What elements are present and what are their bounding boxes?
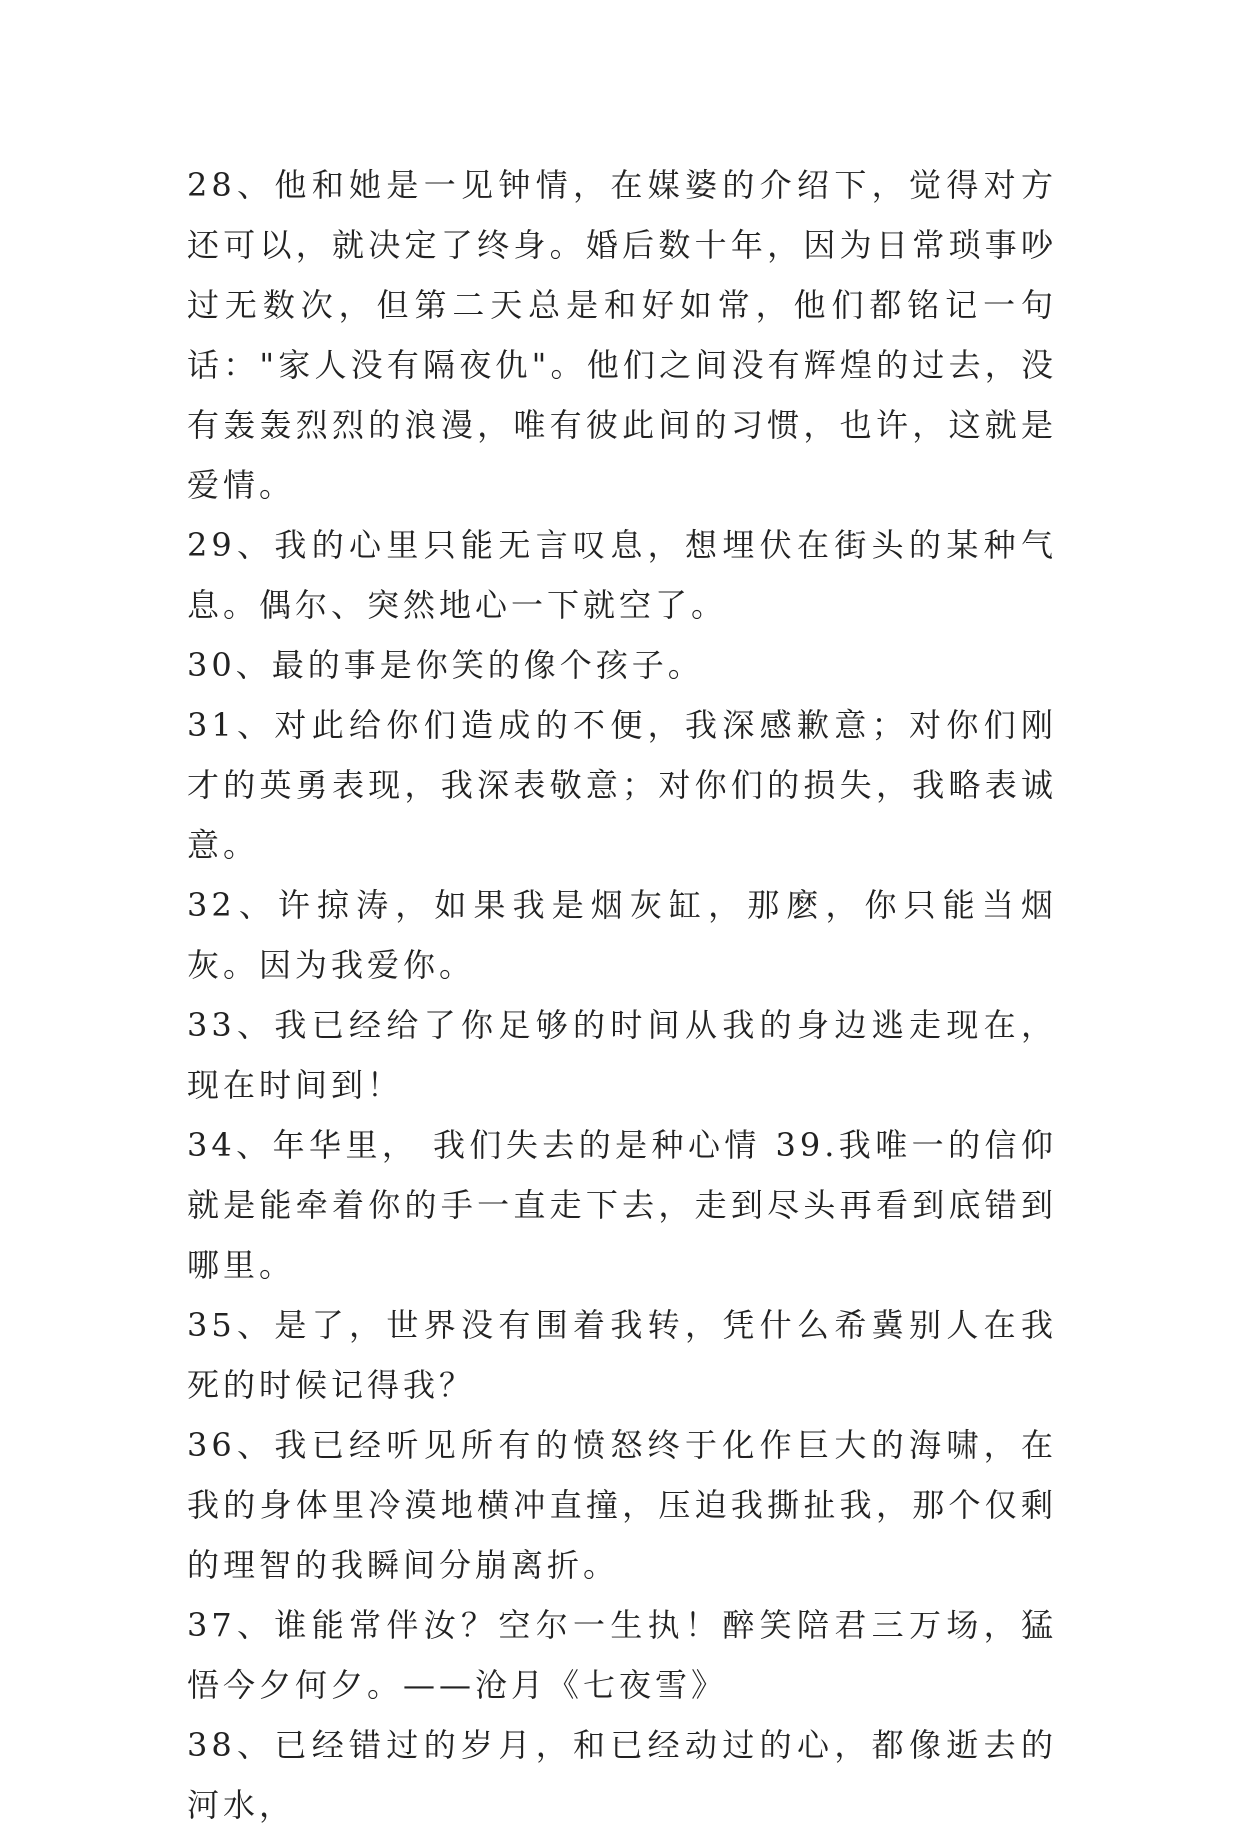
paragraph-38: 38、已经错过的岁月，和已经动过的心，都像逝去的河水， — [187, 1726, 1057, 1824]
paragraph-36: 36、我已经听见所有的愤怒终于化作巨大的海啸，在我的身体里冷漠地横冲直撞，压迫我撕扯我，那个仅剩的理智的我瞬间分崩离折。 — [187, 1426, 1057, 1584]
paragraph-30: 30、最的事是你笑的像个孩子。 — [187, 646, 704, 684]
paragraph-37: 37、谁能常伴汝？空尔一生执！醉笑陪君三万场，猛悟今夕何夕。——沧月《七夜雪》 — [187, 1606, 1057, 1704]
paragraph-33: 33、我已经给了你足够的时间从我的身边逃走现在，现在时间到！ — [187, 1006, 1057, 1104]
paragraph-31: 31、对此给你们造成的不便，我深感歉意；对你们刚才的英勇表现，我深表敬意；对你们的损失，我略表诚意。 — [187, 706, 1057, 864]
paragraph-35: 35、是了，世界没有围着我转，凭什么希冀别人在我死的时候记得我？ — [187, 1306, 1057, 1404]
paragraph-34: 34、年华里， 我们失去的是种心情 39.我唯一的信仰就是能牵着你的手一直走下去，走到尽头再看到底错到哪里。 — [187, 1126, 1057, 1284]
paragraph-32: 32、许掠涛，如果我是烟灰缸，那麽，你只能当烟灰。因为我爱你。 — [187, 886, 1057, 984]
paragraph-29: 29、我的心里只能无言叹息，想埋伏在街头的某种气息。偶尔、突然地心一下就空了。 — [187, 526, 1057, 624]
document-body — [187, 155, 1057, 1835]
paragraph-28: 28、他和她是一见钟情，在媒婆的介绍下，觉得对方还可以，就决定了终身。婚后数十年，因为日常琐事吵过无数次，但第二天总是和好如常，他们都铭记一句话："家人没有隔夜仇"。他们之间没有辉煌的过去，没有轰轰烈烈的浪漫，唯有彼此间的习惯，也许，这就是爱情。 — [187, 166, 1057, 504]
